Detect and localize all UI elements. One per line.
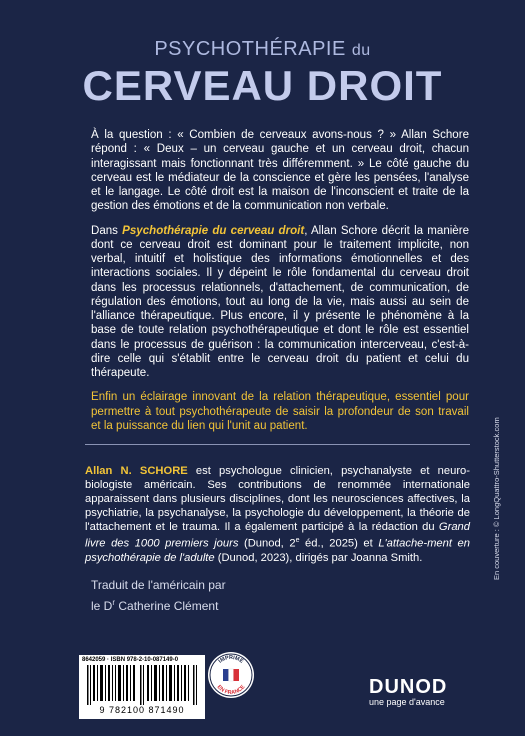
description <box>91 128 469 443</box>
author-name: Allan N. SCHORE <box>85 465 188 477</box>
title-line-2: CERVEAU DROIT <box>82 62 443 109</box>
author-bio: Allan N. SCHORE est psychologue clinicien, psychanalyste et neuro-biologiste américain. Ses contributions de renommée internationale apparaissent dans plusieurs disciplines, dont les neurosciences affectives, la psychiatrie, la psychanalyse, la psychologie du développement, la théorie de l'attachement et le trauma. Il a également participé à la rédaction du Grand livre des 1000 premiers jours (Dunod, 2e éd., 2025) et L'attache-ment en psychothérapie de l'adulte (Dunod, 2023), dirigés par Joanna Smith. <box>85 465 470 564</box>
book-reference-2: L'attache-ment en psychothérapie de l'adulte <box>85 537 470 564</box>
barcode-number: 9 782100 871490 <box>99 705 185 715</box>
publisher-name: DUNOD <box>369 676 448 698</box>
paragraph-3: Enfin un éclairage innovant de la relation thérapeutique, essentiel pour permettre à tout psychothérapeute de saisir la profondeur de son travail et la puissance du lien qui l'unit au patient. <box>91 391 469 432</box>
barcode <box>79 655 205 719</box>
isbn-text: 8642059 · ISBN 978-2-10-087149-0 <box>82 657 179 663</box>
divider <box>85 444 470 445</box>
book-reference-1: Grand livre des 1000 premiers jours <box>85 521 470 550</box>
paragraph-2: Dans Psychothérapie du cerveau droit, Allan Schore décrit la manière dont ce cerveau droit est dominant pour le traitement implicite, non verbal, intuitif et holistique des informations émotionnelles et des interactions sociales. Il y dépeint le rôle fondamental du cerveau droit dans les processus relationnels, d'attachement, de communication, de régulation des émotions, tout au long de la vie, mais aussi au sein de l'alliance thérapeutique. Plus encore, il y présente le phénomène à la base de toute relation psychothérapeutique et dont le rôle est essentiel dans le processus de guérison : la communication intercerveau, c'est-à-dire celle qui s'établit entre le cerveau droit du patient et celui du thérapeute. <box>91 224 469 379</box>
cover-credit: En couverture : © LongQuattro-Shutterstock.com <box>492 417 501 580</box>
paragraph-1: À la question : « Combien de cerveaux avons-nous ? » Allan Schore répond : « Deux – un cerveau gauche et un cerveau droit, chacun interagissant mais fonctionnant très différemment. » Le côté gauche du cerveau est le médiateur de la conscience et gère les pensées, l'analyse et le langage. Le côté droit est la maison de l'inconscient et traite de la gestion des émotions et de la communication non verbale. <box>91 129 469 213</box>
barcode-bars-icon <box>87 665 199 705</box>
title-line-1 <box>0 38 525 61</box>
seal-bottom-text: EN FRANCE <box>215 684 247 697</box>
book-title: Psychothérapie du cerveau droit <box>122 224 305 237</box>
title-main: PSYCHOTHÉRAPIE <box>154 38 346 60</box>
translation-credit: Traduit de l'américain par le $D^r$ Catherine Clément <box>91 578 226 613</box>
made-in-france-seal-icon <box>206 650 256 700</box>
publisher-tagline: une page d'avance <box>369 697 445 707</box>
seal-top-text: IMPRIMÉ <box>217 655 245 665</box>
title-suffix: du <box>351 42 371 59</box>
publisher-logo <box>369 676 459 707</box>
